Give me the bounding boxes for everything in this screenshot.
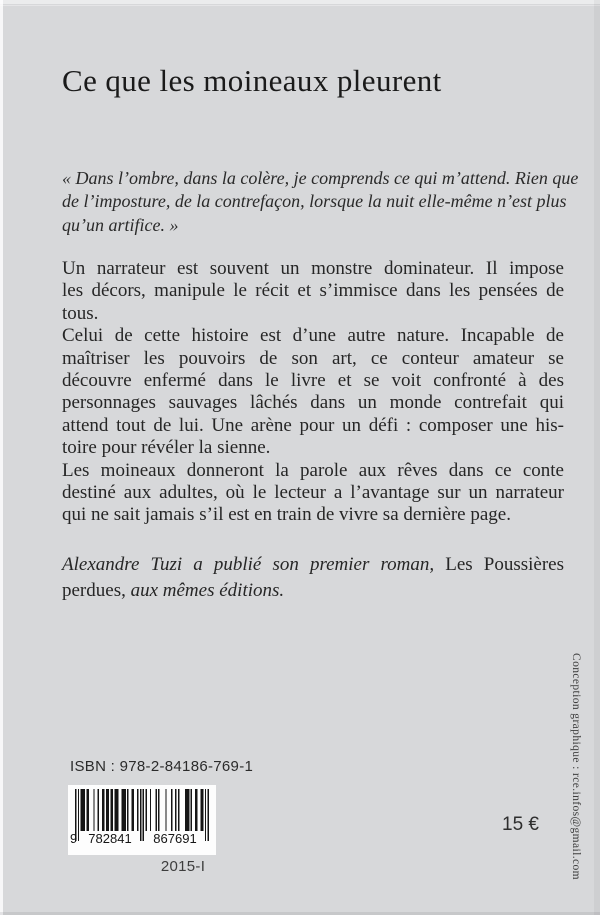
- text-line: maîtriser les pouvoirs de son art, ce conteur amateur se: [62, 347, 564, 369]
- text-line: « Dans l’ombre, dans la colère, je comprends ce qui m’attend. Rien que: [62, 168, 579, 188]
- synopsis-text: [62, 258, 564, 527]
- text-line: toire pour révéler la sienne.: [62, 437, 271, 459]
- design-credit-vertical: Conception graphique : rce.infos@gmail.com: [570, 653, 582, 880]
- scan-edge-top-line: [0, 5, 600, 6]
- text-line: tous.: [62, 302, 99, 324]
- author-note-line: [62, 578, 564, 604]
- barcode-digit-group: 867691: [153, 831, 197, 846]
- author-note-line: [62, 552, 564, 578]
- text-line: destiné aux adultes, où le lecteur a l’avantage sur un narrateur: [62, 482, 564, 504]
- text-line: attend tout de lui. Une arène pour un défi : composer une his-: [62, 414, 564, 436]
- isbn-label: ISBN : 978-2-84186-769-1: [70, 758, 254, 775]
- text-line: de l’imposture, de la contrefaçon, lorsque la nuit elle-même n’est plus: [62, 191, 567, 212]
- author-note-roman: Les Poussières: [445, 554, 565, 575]
- barcode-digit-lead: 9: [70, 831, 78, 846]
- price-label: 15 €: [502, 814, 539, 835]
- barcode-digit-group: 782841: [88, 831, 132, 846]
- author-note: [62, 552, 564, 604]
- scan-edge-top: [0, 0, 600, 4]
- synopsis-paragraph: [62, 258, 564, 325]
- author-note-italic: Alexandre Tuzi a publié son premier roman,: [62, 554, 446, 575]
- text-line: qui ne sait jamais s’il est en train de vivre sa dernière page.: [62, 504, 511, 526]
- book-title: Ce que les moineaux pleurent: [62, 63, 442, 98]
- text-line: les décors, manipule le récit et s’immisce dans les pensées de: [62, 280, 564, 302]
- text-line: Celui de cette histoire est d’une autre nature. Incapable de: [62, 325, 564, 347]
- text-line: découvre enfermé dans le livre et se voit confronté à des: [62, 370, 564, 392]
- text-line: Les moineaux donneront la parole aux rêves dans ce conte: [62, 459, 564, 481]
- synopsis-paragraph: [62, 460, 564, 527]
- synopsis-paragraph: [62, 325, 564, 459]
- text-line: personnages sauvages lâchés dans un monde contrefait qui: [62, 392, 564, 414]
- edition-code: 2015-I: [160, 858, 206, 875]
- author-note-roman: perdues,: [62, 580, 131, 601]
- barcode-panel: [68, 785, 216, 855]
- text-line: qu’un artifice. »: [62, 214, 179, 235]
- scan-edge-left: [0, 0, 3, 915]
- text-line: Un narrateur est souvent un monstre dominateur. Il impose: [62, 258, 564, 279]
- author-note-italic: aux mêmes éditions.: [130, 580, 285, 601]
- excerpt-quote: [62, 167, 579, 237]
- scan-edge-right: [594, 0, 600, 915]
